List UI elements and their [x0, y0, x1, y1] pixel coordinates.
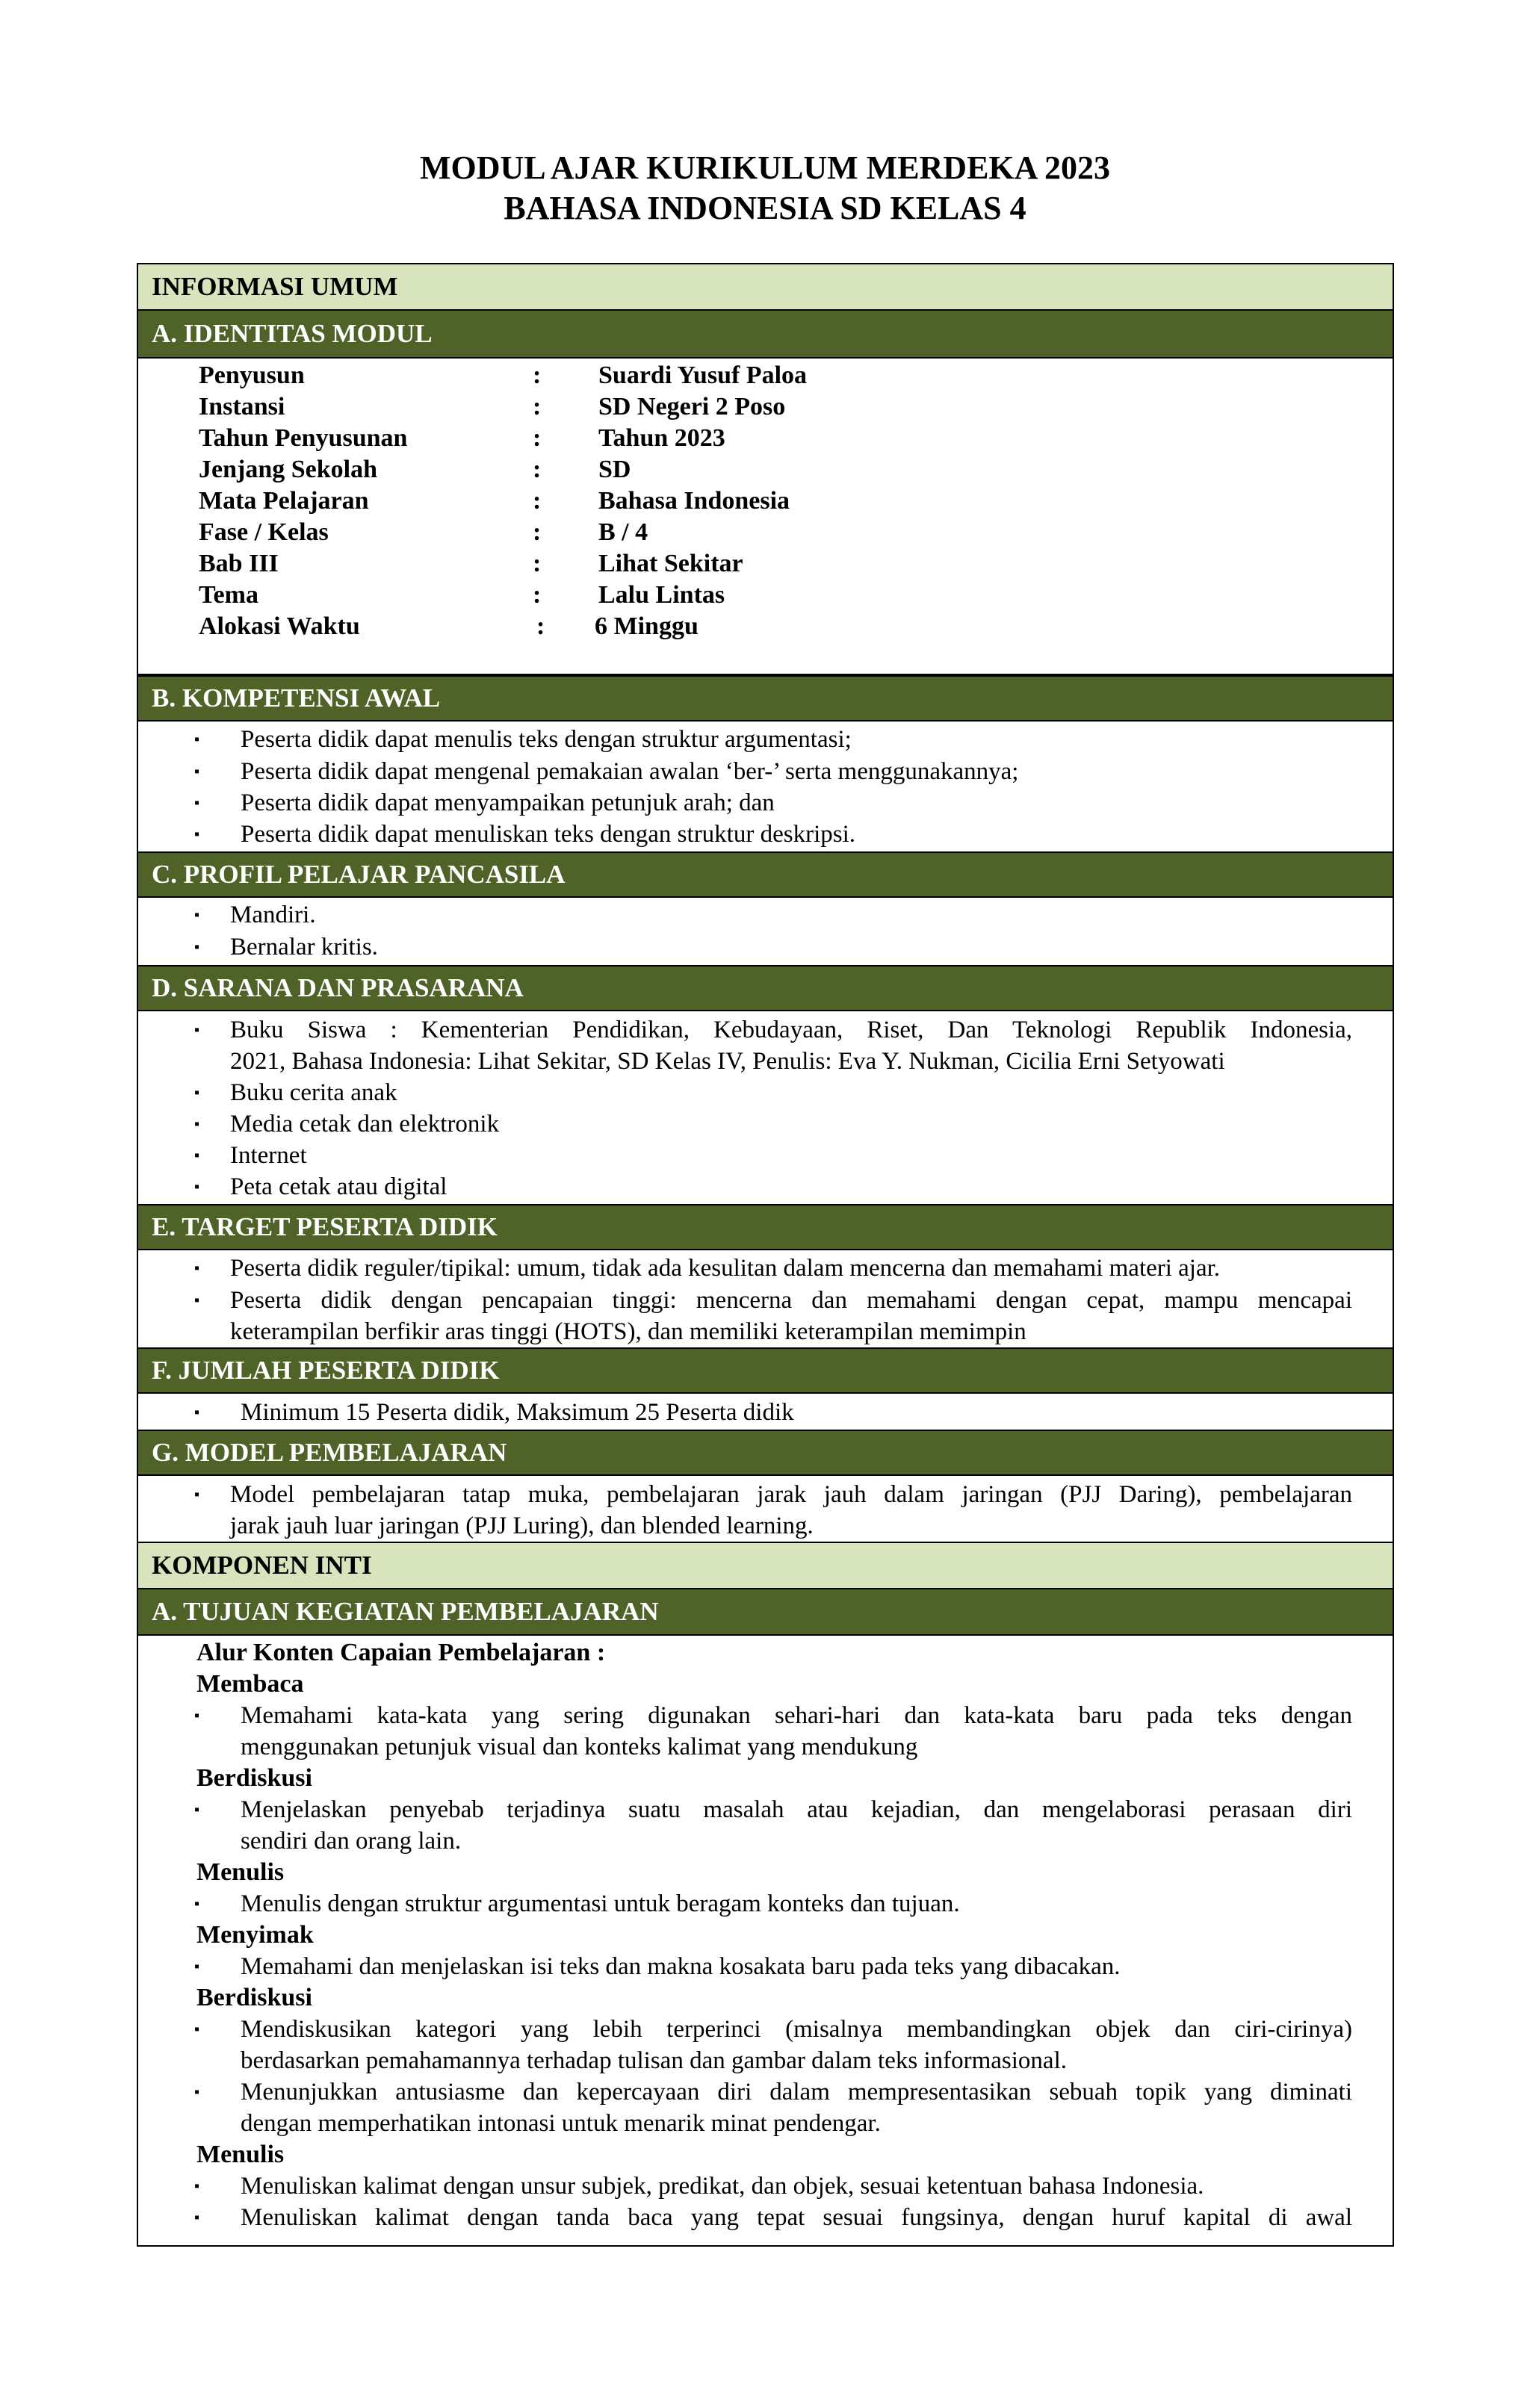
bullet-icon: ▪: [194, 907, 200, 923]
identity-colon: :: [533, 487, 542, 515]
model-item-continuation: jarak jauh luar jaringan (PJJ Luring), dan blended learning.: [230, 1512, 814, 1539]
identity-value: Suardi Yusuf Paloa: [598, 361, 808, 389]
menulis-item: Menuliskan kalimat dengan tanda baca yang tepat sesuai fungsinya, dengan huruf kapital di awal: [241, 2204, 1352, 2231]
bullet-icon: ▪: [194, 1707, 200, 1724]
sarana-item: Peta cetak atau digital: [230, 1173, 447, 1200]
bullet-icon: ▪: [194, 1022, 200, 1038]
alur-konten-heading: Alur Konten Capaian Pembelajaran :: [196, 1639, 606, 1666]
berdiskusi-item: Mendiskusikan kategori yang lebih terperinci (misalnya membandingkan objek dan ciri-cirinya): [241, 2016, 1352, 2043]
identity-label: Tema: [199, 581, 258, 609]
bullet-icon: ▪: [194, 1147, 200, 1164]
document-title-line-2: BAHASA INDONESIA SD KELAS 4: [504, 190, 1026, 226]
identity-value: B / 4: [598, 518, 648, 546]
section-sarana-prasarana: D. SARANA DAN PRASARANA: [137, 965, 1394, 1011]
section-profil-pelajar-pancasila: C. PROFIL PELAJAR PANCASILA: [137, 851, 1394, 898]
sarana-item: Internet: [230, 1142, 307, 1169]
identity-value: Lihat Sekitar: [598, 550, 743, 577]
jumlah-item: Minimum 15 Peserta didik, Maksimum 25 Peserta didik: [241, 1399, 794, 1426]
bullet-icon: ▪: [194, 1802, 200, 1818]
section-kompetensi-awal: B. KOMPETENSI AWAL: [137, 675, 1394, 722]
menulis-item: Menulis dengan struktur argumentasi untuk beragam konteks dan tujuan.: [241, 1890, 960, 1917]
bullet-icon: ▪: [194, 2178, 200, 2194]
sarana-item: Buku Siswa : Kementerian Pendidikan, Kebudayaan, Riset, Dan Teknologi Republik Indonesia,: [230, 1017, 1352, 1043]
bullet-icon: ▪: [194, 1292, 200, 1309]
berdiskusi-item-continuation: dengan memperhatikan intonasi untuk menarik minat pendengar.: [241, 2110, 881, 2137]
bullet-icon: ▪: [194, 1958, 200, 1975]
bullet-icon: ▪: [194, 763, 200, 780]
membaca-item-continuation: menggunakan petunjuk visual dan konteks kalimat yang mendukung: [241, 1734, 918, 1760]
kompetensi-item: Peserta didik dapat menuliskan teks dengan struktur deskripsi.: [241, 821, 856, 848]
bullet-icon: ▪: [194, 2021, 200, 2038]
bullet-icon: ▪: [194, 795, 200, 811]
menyimak-item: Memahami dan menjelaskan isi teks dan makna kosakata baru pada teks yang dibacakan.: [241, 1953, 1121, 1980]
target-item: Peserta didik dengan pencapaian tinggi: mencerna dan memahami dengan cepat, mampu mencapai: [230, 1287, 1352, 1314]
identity-label: Jenjang Sekolah: [199, 456, 377, 483]
section-tujuan-kegiatan-pembelajaran: A. TUJUAN KEGIATAN PEMBELAJARAN: [137, 1588, 1394, 1636]
identity-value: SD: [598, 456, 631, 483]
identity-colon: :: [533, 456, 542, 483]
identity-value: SD Negeri 2 Poso: [598, 393, 786, 421]
identity-label: Fase / Kelas: [199, 518, 329, 546]
sarana-item: Buku cerita anak: [230, 1079, 397, 1106]
berdiskusi-item: Menunjukkan antusiasme dan kepercayaan diri dalam mempresentasikan sebuah topik yang diminati: [241, 2079, 1352, 2106]
kompetensi-item: Peserta didik dapat mengenal pemakaian awalan ‘ber-’ serta menggunakannya;: [241, 758, 1019, 785]
target-item: Peserta didik reguler/tipikal: umum, tidak ada kesulitan dalam mencerna dan memahami materi ajar.: [230, 1255, 1221, 1282]
subheading-menyimak: Menyimak: [196, 1921, 314, 1949]
subheading-menulis: Menulis: [196, 1858, 285, 1886]
identity-colon: :: [533, 581, 542, 609]
berdiskusi-item-continuation: sendiri dan orang lain.: [241, 1828, 462, 1855]
identity-label: Instansi: [199, 393, 285, 421]
bullet-icon: ▪: [194, 1179, 200, 1195]
identity-label: Bab III: [199, 550, 279, 577]
bullet-icon: ▪: [194, 939, 200, 955]
identity-colon: :: [533, 424, 542, 452]
identity-label: Mata Pelajaran: [199, 487, 369, 515]
identity-label: Penyusun: [199, 361, 305, 389]
target-item-continuation: keterampilan berfikir aras tinggi (HOTS), dan memiliki keterampilan memimpin: [230, 1318, 1026, 1345]
section-komponen-inti: KOMPONEN INTI: [137, 1542, 1394, 1589]
identity-label: Tahun Penyusunan: [199, 424, 408, 452]
identity-colon: :: [536, 612, 545, 640]
identity-value: 6 Minggu: [595, 612, 699, 640]
document-title-line-1: MODUL AJAR KURIKULUM MERDEKA 2023: [419, 149, 1111, 186]
identity-value: Bahasa Indonesia: [598, 487, 790, 515]
section-model-pembelajaran: G. MODEL PEMBELAJARAN: [137, 1430, 1394, 1476]
bullet-icon: ▪: [194, 2209, 200, 2226]
kompetensi-item: Peserta didik dapat menulis teks dengan struktur argumentasi;: [241, 726, 852, 753]
profil-item: Mandiri.: [230, 902, 316, 928]
identity-colon: :: [533, 550, 542, 577]
section-identitas-modul: A. IDENTITAS MODUL: [137, 309, 1394, 359]
identity-label: Alokasi Waktu: [199, 612, 360, 640]
section-jumlah-peserta-didik: F. JUMLAH PESERTA DIDIK: [137, 1347, 1394, 1394]
section-informasi-umum: INFORMASI UMUM: [137, 263, 1394, 311]
berdiskusi-item-continuation: berdasarkan pemahamannya terhadap tulisan dan gambar dalam teks informasional.: [241, 2047, 1067, 2074]
identity-value: Lalu Lintas: [598, 581, 725, 609]
membaca-item: Memahami kata-kata yang sering digunakan sehari-hari dan kata-kata baru pada teks dengan: [241, 1702, 1352, 1729]
bullet-icon: ▪: [194, 2084, 200, 2100]
identity-value: Tahun 2023: [598, 424, 725, 452]
bullet-icon: ▪: [194, 1260, 200, 1276]
bullet-icon: ▪: [194, 1486, 200, 1503]
menulis-item: Menuliskan kalimat dengan unsur subjek, predikat, dan objek, sesuai ketentuan bahasa Indonesia.: [241, 2173, 1204, 2200]
bullet-icon: ▪: [194, 826, 200, 843]
section-target-peserta-didik: E. TARGET PESERTA DIDIK: [137, 1204, 1394, 1250]
bullet-icon: ▪: [194, 1116, 200, 1132]
sarana-item-continuation: 2021, Bahasa Indonesia: Lihat Sekitar, SD Kelas IV, Penulis: Eva Y. Nukman, Cicilia Erni Setyowati: [230, 1048, 1225, 1075]
profil-item: Bernalar kritis.: [230, 934, 378, 961]
identity-colon: :: [533, 393, 542, 421]
subheading-berdiskusi: Berdiskusi: [196, 1764, 312, 1792]
bullet-icon: ▪: [194, 1084, 200, 1101]
bullet-icon: ▪: [194, 1404, 200, 1421]
model-item: Model pembelajaran tatap muka, pembelajaran jarak jauh dalam jaringan (PJJ Daring), pembelajaran: [230, 1481, 1352, 1508]
berdiskusi-item: Menjelaskan penyebab terjadinya suatu masalah atau kejadian, dan mengelaborasi perasaan diri: [241, 1796, 1352, 1823]
subheading-membaca: Membaca: [196, 1670, 304, 1698]
bullet-icon: ▪: [194, 1896, 200, 1912]
subheading-menulis: Menulis: [196, 2141, 285, 2168]
bullet-icon: ▪: [194, 731, 200, 748]
sarana-item: Media cetak dan elektronik: [230, 1111, 500, 1138]
subheading-berdiskusi: Berdiskusi: [196, 1984, 312, 2011]
identity-colon: :: [533, 361, 542, 389]
identity-colon: :: [533, 518, 542, 546]
kompetensi-item: Peserta didik dapat menyampaikan petunjuk arah; dan: [241, 789, 775, 816]
